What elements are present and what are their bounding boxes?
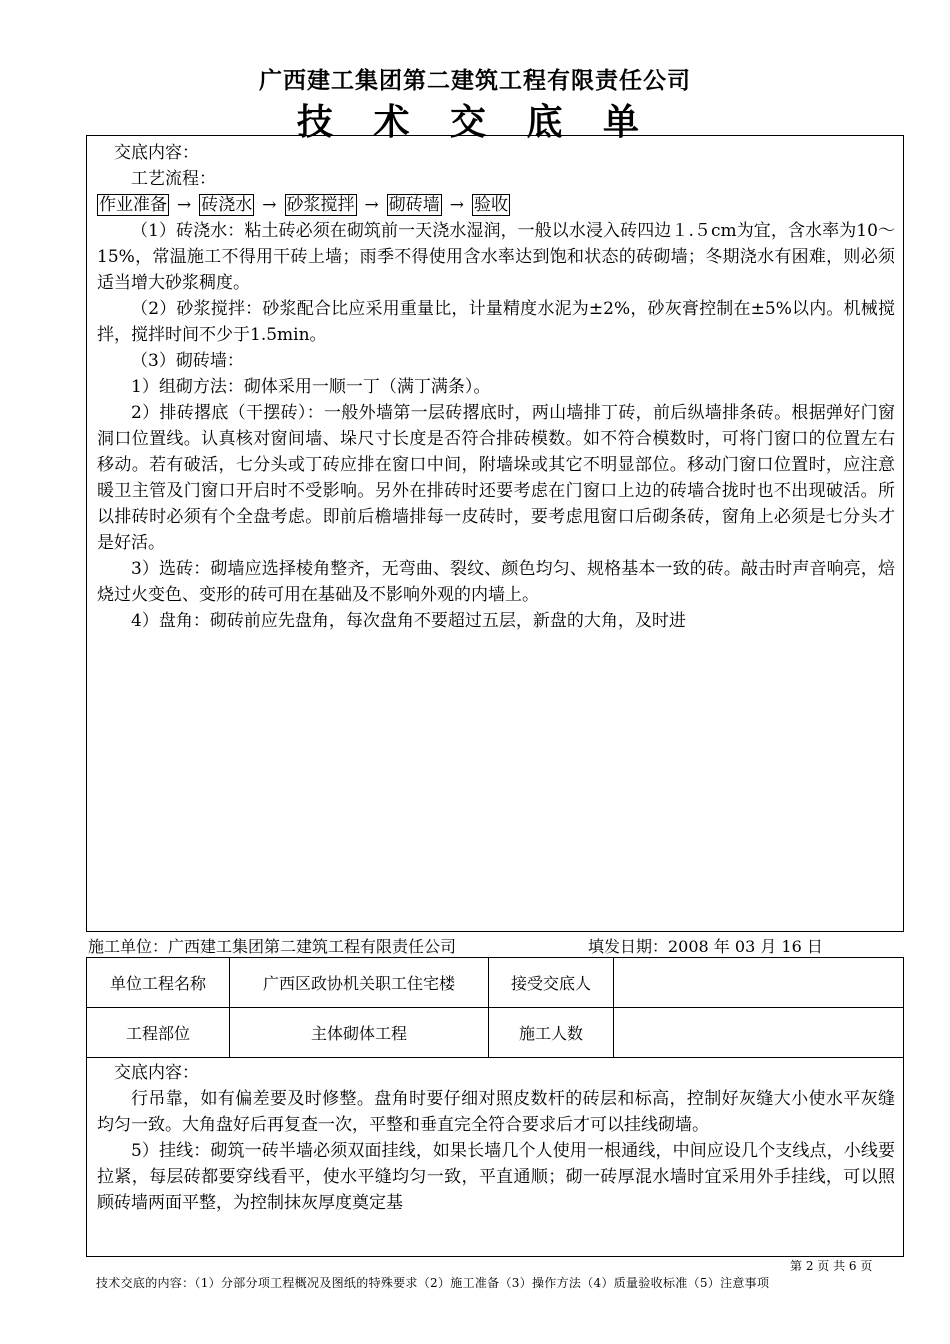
workers-value: [614, 1008, 904, 1058]
paragraph-brick-watering: （1）砖浇水：粘土砖必须在砌筑前一天浇水湿润，一般以水浸入砖四边１.５cm为宜，含水率为10～15%，常温施工不得用干砖上墙；雨季不得使用含水率达到饱和状态的砖砌墙；冬期浇水有困难，则必须适当增大砂浆稠度。: [97, 221, 895, 293]
footer-note: 技术交底的内容：（1）分部分项工程概况及图纸的特殊要求（2）施工准备（3）操作方法（4）质量验收标准（5）注意事项: [96, 1276, 770, 1290]
table-row: [87, 1008, 904, 1058]
unit-line: [88, 934, 908, 957]
flow-arrow: →: [177, 195, 192, 215]
process-flow: [97, 192, 895, 218]
content-label-2: 交底内容：: [114, 1063, 199, 1083]
company-name: 广西建工集团第二建筑工程有限责任公司: [259, 68, 691, 94]
flow-step-prep: 作业准备: [99, 195, 167, 215]
project-info-table: [86, 957, 904, 1058]
project-part-label: 工程部位: [87, 1008, 230, 1058]
disclosure-content-box: [86, 135, 904, 932]
table-row: [87, 958, 904, 1008]
disclosure-content-box-2: [86, 1058, 904, 1257]
workers-label: 施工人数: [489, 1008, 614, 1058]
page-number: 第 2 页 共 6 页: [790, 1259, 873, 1273]
paragraph-brick-layout: 2）排砖撂底（干摆砖）：一般外墙第一层砖撂底时，两山墙排丁砖，前后纵墙排条砖。根据弹好门窗洞口位置线。认真核对窗间墙、垛尺寸长度是否符合排砖模数。如不符合模数时，可将门窗口的位置左右移动。若有破活，七分头或丁砖应排在窗口中间，附墙垛或其它不明显部位。移动门窗口位置时，应注意暖卫主管及门窗口开启时不受影响。另外在排砖时还要考虑在门窗口上边的砖墙合拢时也不出现破活。所以排砖时必须有个全盘考虑。即前后檐墙排每一皮砖时，要考虑甩窗口后砌条砖，窗角上必须是七分头才是好活。: [97, 403, 895, 553]
paragraph-brick-wall: （3）砌砖墙：: [131, 351, 244, 371]
paragraph-brick-selection: 3）选砖：砌墙应选择棱角整齐，无弯曲、裂纹、颜色均匀、规格基本一致的砖。敲击时声音响亮，焙烧过火变色、变形的砖可用在基础及不影响外观的内墙上。: [97, 559, 895, 605]
issue-date: 填发日期：2008 年 03 月 16 日: [588, 937, 823, 956]
flow-step-acceptance: 验收: [474, 195, 508, 215]
flow-step-watering: 砖浇水: [201, 195, 253, 215]
flow-step-laying: 砌砖墙: [388, 195, 440, 215]
project-name-value: 广西区政协机关职工住宅楼: [230, 958, 489, 1008]
flow-arrow: →: [364, 195, 379, 215]
paragraph-corner-building: 4）盘角：砌砖前应先盘角，每次盘角不要超过五层，新盘的大角，及时进: [131, 611, 686, 631]
document-title: 技 术 交 底 单: [296, 102, 654, 143]
process-label: 工艺流程：: [131, 169, 216, 189]
receiver-value: [614, 958, 904, 1008]
project-part-value: 主体砌体工程: [230, 1008, 489, 1058]
receiver-label: 接受交底人: [489, 958, 614, 1008]
paragraph-line-hanging: 5）挂线：砌筑一砖半墙必须双面挂线，如果长墙几个人使用一根通线，中间应设几个支线点，小线要拉紧，每层砖都要穿线看平，使水平缝均匀一致，平直通顺；砌一砖厚混水墙时宜采用外手挂线，可以照顾砖墙两面平整，为控制抹灰厚度奠定基: [97, 1141, 895, 1213]
flow-arrow: →: [449, 195, 464, 215]
content-label: 交底内容：: [114, 143, 199, 163]
paragraph-mortar-mixing: （2）砂浆搅拌：砂浆配合比应采用重量比，计量精度水泥为±2%，砂灰膏控制在±5%以内。机械搅拌，搅拌时间不少于1.5min。: [97, 299, 895, 345]
project-name-label: 单位工程名称: [87, 958, 230, 1008]
construction-unit: 施工单位：广西建工集团第二建筑工程有限责任公司: [88, 937, 457, 956]
flow-arrow: →: [262, 195, 277, 215]
paragraph-bond-method: 1）组砌方法：砌体采用一顺一丁（满丁满条）。: [131, 377, 491, 397]
flow-step-mortar: 砂浆搅拌: [286, 195, 355, 215]
paragraph-corner-continued: 行吊靠，如有偏差要及时修整。盘角时要仔细对照皮数杆的砖层和标高，控制好灰缝大小使水平灰缝均匀一致。大角盘好后再复查一次，平整和垂直完全符合要求后才可以挂线砌墙。: [97, 1089, 895, 1135]
